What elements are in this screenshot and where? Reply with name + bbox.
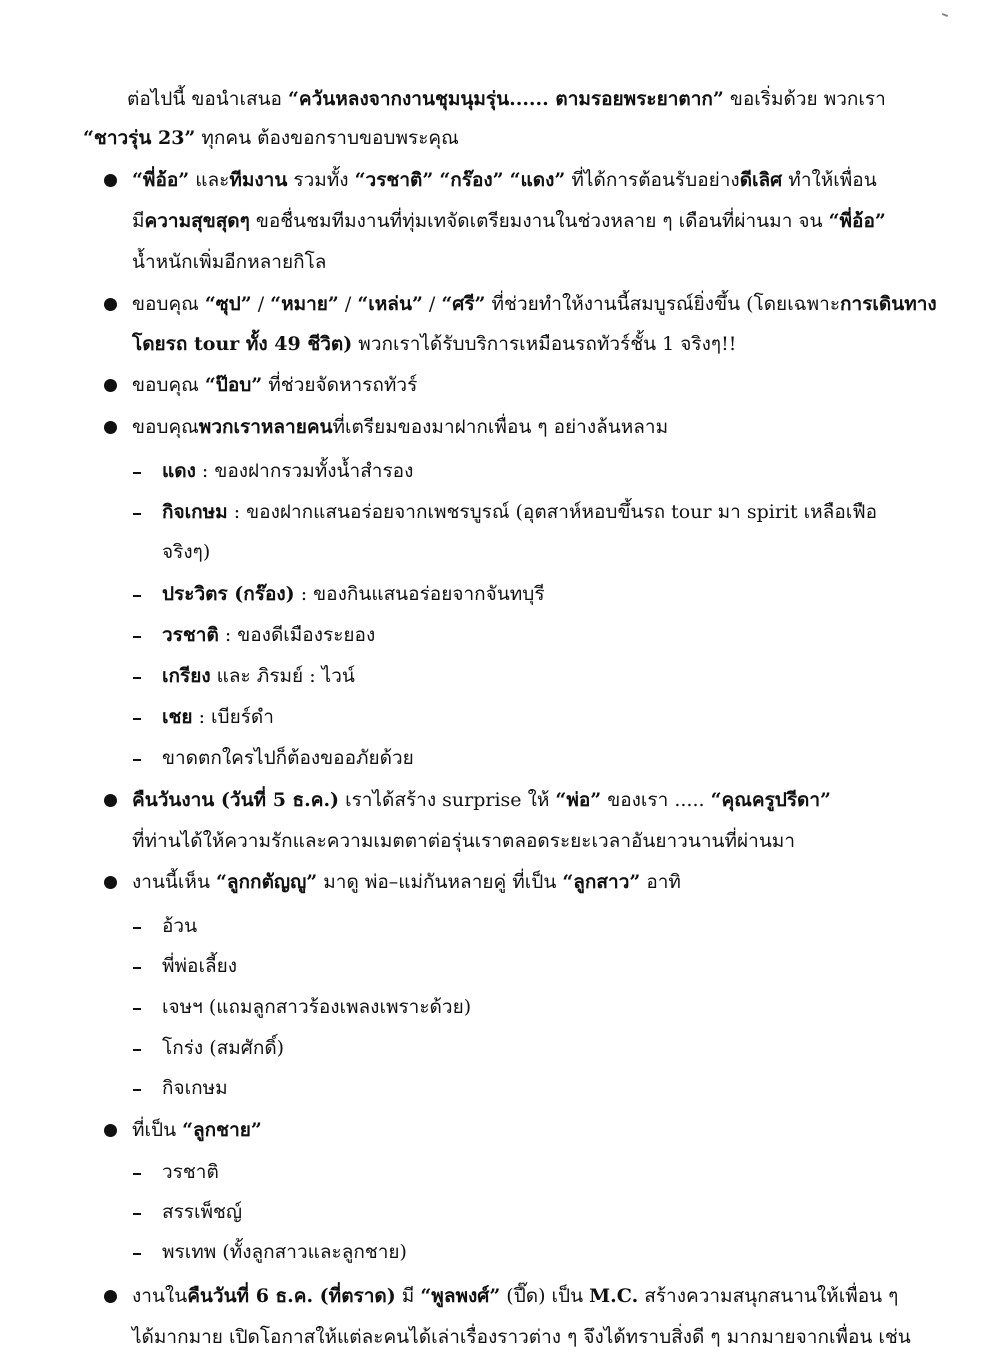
list-item: ประวิตร (กร๊อง) : ของกินแสนอร่อยจากจันทบุรี [162, 583, 545, 605]
bullet-icon [104, 298, 117, 311]
bullet-4-line-1: ขอบคุณพวกเราหลายคนที่เตรียมของมาฝากเพื่อน ๆ อย่างล้นหลาม [132, 416, 669, 438]
dash-icon [133, 718, 141, 720]
dash-icon [133, 595, 141, 597]
bullet-7-line-1: ที่เป็น “ลูกชาย” [132, 1119, 262, 1141]
list-item: เจษฯ (แถมลูกสาวร้องเพลงเพราะด้วย) [162, 996, 472, 1018]
dash-icon [133, 927, 141, 929]
dash-icon [133, 677, 141, 679]
list-item: วรชาติ : ของดีเมืองระยอง [162, 624, 376, 646]
dash-icon [133, 759, 141, 761]
bullet-icon [104, 1124, 117, 1137]
dash-icon [133, 1008, 141, 1010]
scan-speck [942, 13, 948, 17]
list-item: พรเทพ (ทั้งลูกสาวและลูกชาย) [162, 1241, 407, 1263]
dash-icon [133, 472, 141, 474]
bullet-1-line-3: น้ำหนักเพิ่มอีกหลายกิโล [132, 251, 327, 273]
bullet-1-line-2: มีความสุขสุดๆ ขอชื่นชมทีมงานที่ทุ่มเทจัดเตรียมงานในช่วงหลาย ๆ เดือนที่ผ่านมา จน “พี่อ้อ” [132, 210, 886, 232]
list-item: ขาดตกใครไปก็ต้องขออภัยด้วย [162, 747, 414, 769]
bullet-icon [104, 174, 117, 187]
dash-icon [133, 1253, 141, 1255]
list-item: อ้วน [162, 915, 198, 937]
list-item-continuation: จริงๆ) [162, 541, 211, 563]
intro-line-1: ต่อไปนี้ ขอนำเสนอ “ควันหลงจากงานชุมนุมรุ่น...... ตามรอยพระยาตาก” ขอเริ่มด้วย พวกเรา [127, 88, 886, 110]
list-item: เกรียง และ ภิรมย์ : ไวน์ [162, 665, 355, 687]
dash-icon [133, 1173, 141, 1175]
dash-icon [133, 967, 141, 969]
dash-icon [133, 1213, 141, 1215]
list-item: กิจเกษม [162, 1077, 228, 1099]
bullet-3-line-1: ขอบคุณ “ป๊อบ” ที่ช่วยจัดหารถทัวร์ [132, 374, 418, 396]
dash-icon [133, 1089, 141, 1091]
bullet-1-line-1: “พี่อ้อ” และทีมงาน รวมทั้ง “วรชาติ” “กร๊อง” “แดง” ที่ได้การต้อนรับอย่างดีเลิศ ทำให้เพื่อน [132, 169, 877, 191]
list-item: โกร่ง (สมศักดิ์) [162, 1037, 285, 1059]
bullet-8-line-1: งานในคืนวันที่ 6 ธ.ค. (ที่ตราด) มี “พูลพงศ์” (ปึ๊ด) เป็น M.C. สร้างความสนุกสนานให้เพื่อน ๆ [132, 1285, 899, 1307]
bullet-5-line-1: คืนวันงาน (วันที่ 5 ธ.ค.) เราได้สร้าง surprise ให้ “พ่อ” ของเรา ..... “คุณครูปรีดา” [132, 789, 831, 811]
bullet-5-line-2: ที่ท่านได้ให้ความรักและความเมตตาต่อรุ่นเราตลอดระยะเวลาอันยาวนานที่ผ่านมา [132, 830, 796, 852]
intro-line-2: “ชาวรุ่น 23” ทุกคน ต้องขอกราบขอบพระคุณ [83, 127, 459, 149]
bullet-icon [104, 379, 117, 392]
bullet-8-line-2: ได้มากมาย เปิดโอกาสให้แต่ละคนได้เล่าเรื่องราวต่าง ๆ จึงได้ทราบสิ่งดี ๆ มากมายจากเพื่อน เช่น [132, 1326, 911, 1348]
bullet-2-line-1: ขอบคุณ “ซุป” / “หมาย” / “เหล่น” / “ศรี” ที่ช่วยทำให้งานนี้สมบูรณ์ยิ่งขึ้น (โดยเฉพาะการเดินทาง [132, 293, 937, 315]
list-item: สรรเพ็ชญ์ [162, 1201, 243, 1223]
dash-icon [133, 1049, 141, 1051]
bullet-icon [104, 794, 117, 807]
bullet-icon [104, 421, 117, 434]
list-item: เชย : เบียร์ดำ [162, 706, 274, 728]
list-item: วรชาติ [162, 1161, 219, 1183]
dash-icon [133, 513, 141, 515]
bullet-2-line-2: โดยรถ tour ทั้ง 49 ชีวิต) พวกเราได้รับบริการเหมือนรถทัวร์ชั้น 1 จริงๆ!! [132, 333, 737, 355]
dash-icon [133, 636, 141, 638]
list-item: กิจเกษม : ของฝากแสนอร่อยจากเพชรบูรณ์ (อุตสาห์หอบขึ้นรถ tour มา spirit เหลือเฟือ [162, 501, 878, 523]
bullet-icon [104, 1290, 117, 1303]
bullet-6-line-1: งานนี้เห็น “ลูกกตัญญู” มาดู พ่อ–แม่กันหลายคู่ ที่เป็น “ลูกสาว” อาทิ [132, 871, 681, 893]
list-item: พี่พ่อเลี้ยง [162, 955, 238, 977]
list-item: แดง : ของฝากรวมทั้งน้ำสำรอง [162, 460, 414, 482]
bullet-icon [104, 876, 117, 889]
